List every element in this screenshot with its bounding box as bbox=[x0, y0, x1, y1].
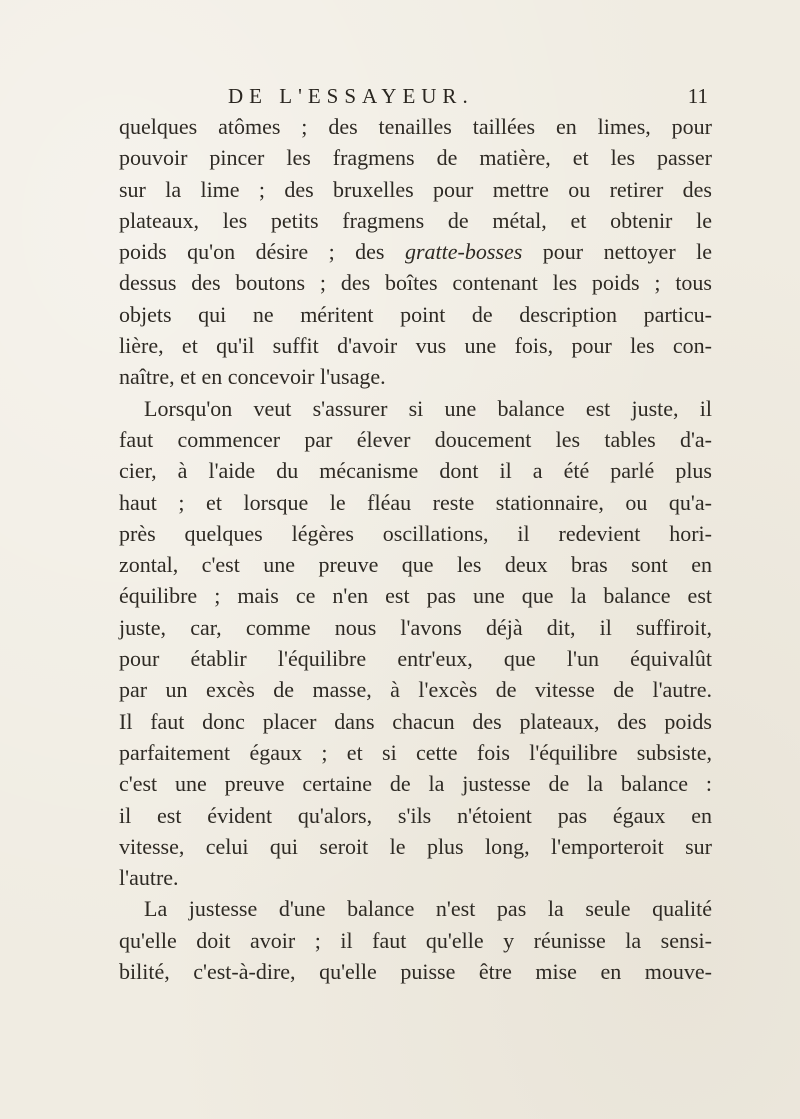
text-line: haut ; et lorsque le fléau reste stationnaire, ou qu'a- bbox=[119, 489, 712, 515]
body-text bbox=[119, 111, 712, 987]
text-segment: poids qu'on désire ; des bbox=[119, 239, 405, 265]
text-line: bilité, c'est-à-dire, qu'elle puisse être mise en mouve- bbox=[119, 959, 712, 985]
text-line: par un excès de masse, à l'excès de vitesse de l'autre. bbox=[119, 677, 712, 703]
text-line: parfaitement égaux ; et si cette fois l'équilibre subsiste, bbox=[119, 739, 712, 765]
text-line: Il faut donc placer dans chacun des plateaux, des poids bbox=[119, 708, 712, 734]
text-line: près quelques légères oscillations, il redevient hori- bbox=[119, 520, 712, 546]
text-line: faut commencer par élever doucement les tables d'a- bbox=[119, 426, 712, 452]
text-line: sur la lime ; des bruxelles pour mettre ou retirer des bbox=[119, 176, 712, 202]
text-line: qu'elle doit avoir ; il faut qu'elle y réunisse la sensi- bbox=[119, 927, 712, 953]
italic-term: gratte-bosses bbox=[404, 239, 523, 265]
text-line: équilibre ; mais ce n'en est pas une que la balance est bbox=[119, 583, 712, 609]
text-line: La justesse d'une balance n'est pas la seule qualité bbox=[144, 896, 712, 922]
text-line: quelques atômes ; des tenailles taillées en limes, pour bbox=[119, 114, 712, 139]
page-number: 11 bbox=[687, 84, 708, 108]
page-header bbox=[228, 84, 708, 114]
text-line: objets qui ne méritent point de description particu- bbox=[119, 301, 712, 327]
text-line: naître, et en concevoir l'usage. bbox=[119, 364, 386, 390]
text-line bbox=[119, 236, 712, 267]
text-line: zontal, c'est une preuve que les deux bras sont en bbox=[119, 552, 712, 578]
text-line: pour établir l'équilibre entr'eux, que l'un équivalût bbox=[119, 646, 712, 672]
text-line: c'est une preuve certaine de la justesse de la balance : bbox=[119, 771, 712, 797]
text-line: l'autre. bbox=[119, 865, 179, 891]
text-line: vitesse, celui qui seroit le plus long, l'emporteroit sur bbox=[119, 833, 712, 859]
text-line: juste, car, comme nous l'avons déjà dit, il suffiroit, bbox=[119, 614, 712, 640]
text-line: pouvoir pincer les fragmens de matière, et les passer bbox=[119, 145, 712, 171]
running-head: DE L'ESSAYEUR. bbox=[228, 84, 474, 108]
text-line: plateaux, les petits fragmens de métal, et obtenir le bbox=[119, 207, 712, 233]
text-line: il est évident qu'alors, s'ils n'étoient pas égaux en bbox=[119, 802, 712, 828]
text-line: Lorsqu'on veut s'assurer si une balance est juste, il bbox=[144, 395, 712, 421]
text-line: dessus des boutons ; des boîtes contenant les poids ; tous bbox=[119, 270, 712, 296]
text-segment: pour nettoyer le bbox=[522, 239, 712, 265]
text-line: lière, et qu'il suffit d'avoir vus une fois, pour les con- bbox=[119, 333, 712, 359]
text-line: cier, à l'aide du mécanisme dont il a été parlé plus bbox=[119, 458, 712, 484]
